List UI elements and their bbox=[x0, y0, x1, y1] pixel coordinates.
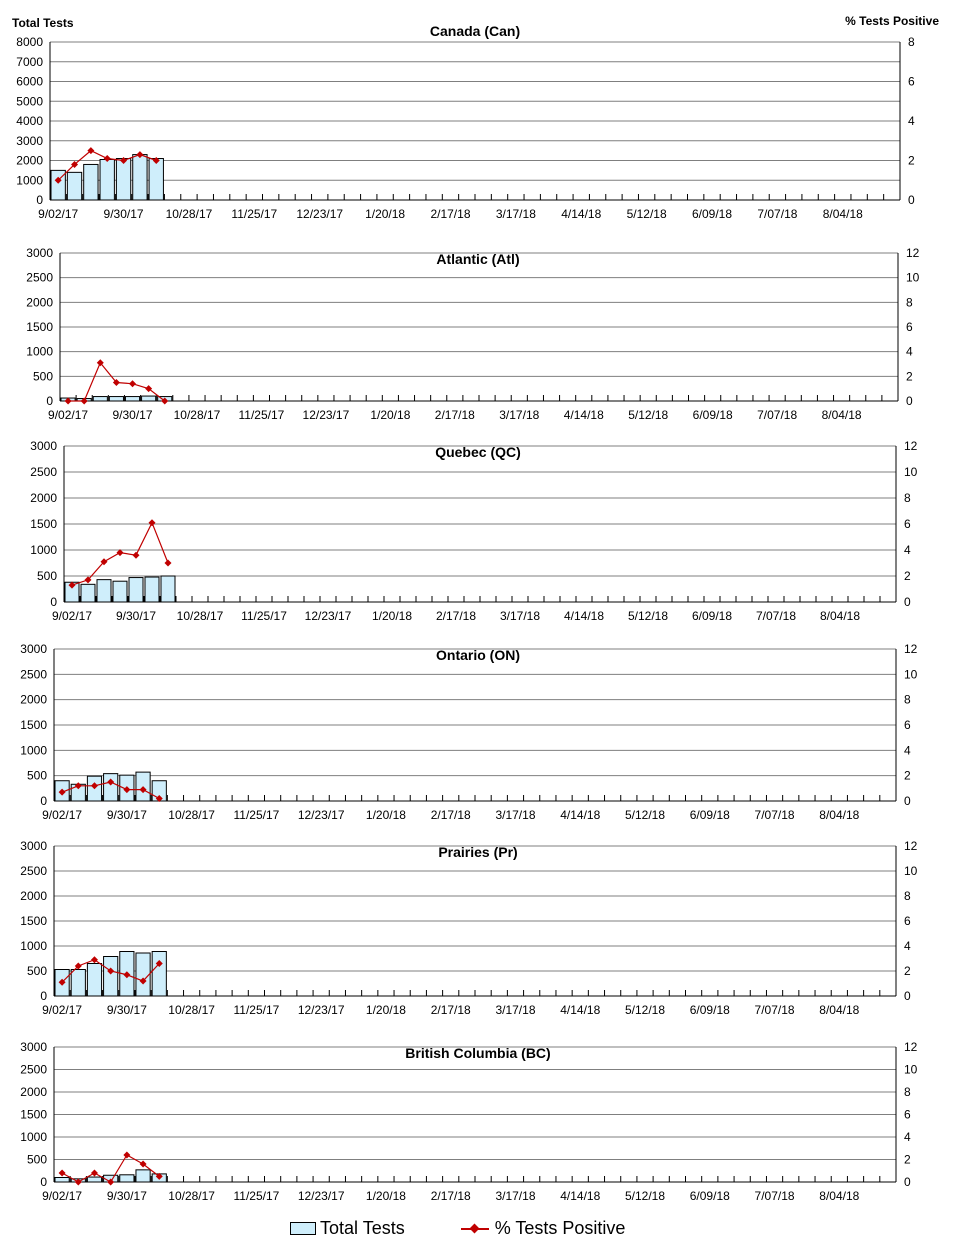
y2-tick-label: 2 bbox=[904, 569, 911, 583]
x-tick-label: 5/12/18 bbox=[624, 808, 666, 822]
y-tick-label: 7000 bbox=[16, 54, 43, 69]
x-tick-label: 4/14/18 bbox=[561, 207, 602, 221]
x-tick-label: 10/28/17 bbox=[168, 1003, 215, 1017]
chart-title: Prairies (Pr) bbox=[438, 844, 518, 860]
y2-tick-label: 8 bbox=[904, 491, 911, 505]
x-tick-label: 3/17/18 bbox=[495, 207, 536, 221]
x-tick-label: 9/02/17 bbox=[48, 408, 89, 422]
x-tick-label: 2/17/18 bbox=[435, 609, 477, 623]
bar bbox=[109, 397, 123, 401]
x-tick-label: 7/07/18 bbox=[754, 1003, 795, 1017]
y-tick-label: 0 bbox=[40, 1175, 47, 1189]
y2-tick-label: 4 bbox=[908, 114, 915, 128]
legend bbox=[290, 1218, 681, 1239]
y2-tick-label: 0 bbox=[904, 794, 911, 808]
x-tick-label: 12/23/17 bbox=[304, 609, 352, 623]
x-tick-label: 1/20/18 bbox=[365, 1003, 406, 1017]
x-tick-label: 7/07/18 bbox=[757, 408, 798, 422]
x-tick-label: 12/23/17 bbox=[297, 1003, 345, 1017]
y-tick-label: 2000 bbox=[26, 295, 53, 310]
y2-tick-label: 12 bbox=[904, 839, 918, 853]
y2-tick-label: 0 bbox=[904, 1175, 911, 1189]
y2-tick-label: 0 bbox=[908, 193, 915, 207]
bar bbox=[84, 164, 98, 200]
x-tick-label: 6/09/18 bbox=[689, 1189, 730, 1203]
bar bbox=[149, 159, 163, 200]
y-tick-label: 1500 bbox=[26, 320, 53, 334]
x-tick-label: 6/09/18 bbox=[689, 1003, 730, 1017]
legend-bar-swatch bbox=[290, 1222, 316, 1235]
x-tick-label: 1/20/18 bbox=[365, 207, 406, 221]
x-tick-label: 3/17/18 bbox=[495, 1003, 536, 1017]
y-tick-label: 500 bbox=[26, 964, 47, 978]
x-tick-label: 8/04/18 bbox=[819, 808, 860, 822]
line-marker bbox=[149, 519, 156, 526]
y2-tick-label: 12 bbox=[904, 439, 918, 453]
y2-tick-label: 8 bbox=[904, 1085, 911, 1099]
x-tick-label: 2/17/18 bbox=[430, 808, 471, 822]
x-tick-label: 11/25/17 bbox=[233, 1003, 280, 1017]
bar bbox=[125, 397, 139, 401]
chart-panel bbox=[20, 642, 917, 822]
y-tick-label: 1000 bbox=[30, 543, 57, 557]
y-tick-label: 4000 bbox=[16, 114, 43, 128]
y2-tick-label: 12 bbox=[904, 1040, 918, 1054]
y-tick-label: 1500 bbox=[30, 517, 57, 531]
line-marker bbox=[133, 552, 140, 559]
y2-tick-label: 10 bbox=[904, 465, 918, 479]
y2-tick-label: 2 bbox=[904, 964, 911, 978]
x-tick-label: 5/12/18 bbox=[626, 207, 667, 221]
x-tick-label: 3/17/18 bbox=[499, 408, 540, 422]
x-tick-label: 7/07/18 bbox=[757, 207, 798, 221]
chart-panel bbox=[16, 23, 915, 221]
x-tick-label: 9/02/17 bbox=[42, 1003, 83, 1017]
x-tick-label: 10/28/17 bbox=[168, 1189, 215, 1203]
x-tick-label: 4/14/18 bbox=[560, 808, 601, 822]
x-tick-label: 1/20/18 bbox=[365, 808, 406, 822]
bar bbox=[87, 1177, 101, 1182]
bar bbox=[152, 952, 166, 997]
chart-panel bbox=[30, 439, 917, 623]
y-tick-label: 500 bbox=[26, 1152, 47, 1167]
x-tick-label: 4/14/18 bbox=[563, 408, 604, 422]
y-tick-label: 1000 bbox=[20, 743, 47, 758]
y2-tick-label: 6 bbox=[904, 1107, 911, 1122]
y-tick-label: 1000 bbox=[16, 173, 43, 188]
y2-tick-label: 4 bbox=[904, 543, 911, 557]
x-tick-label: 12/23/17 bbox=[297, 1189, 345, 1203]
bar bbox=[71, 970, 85, 997]
y-tick-label: 2000 bbox=[20, 889, 47, 903]
x-tick-label: 7/07/18 bbox=[754, 1189, 795, 1203]
y2-tick-label: 2 bbox=[904, 768, 911, 783]
x-tick-label: 9/02/17 bbox=[42, 1189, 83, 1203]
bar bbox=[145, 577, 159, 602]
x-tick-label: 4/14/18 bbox=[560, 1003, 601, 1017]
y-tick-label: 0 bbox=[36, 193, 43, 207]
chart-title: Ontario (ON) bbox=[436, 647, 520, 663]
y-tick-label: 2500 bbox=[30, 465, 57, 479]
y2-tick-label: 6 bbox=[904, 718, 911, 732]
y-tick-label: 3000 bbox=[20, 1040, 47, 1054]
y-tick-label: 500 bbox=[36, 569, 57, 583]
x-tick-label: 8/04/18 bbox=[819, 1003, 860, 1017]
y2-tick-label: 8 bbox=[904, 889, 911, 903]
x-tick-label: 6/09/18 bbox=[691, 609, 733, 623]
x-tick-label: 6/09/18 bbox=[691, 207, 733, 221]
y-tick-label: 500 bbox=[26, 768, 47, 783]
x-tick-label: 11/25/17 bbox=[241, 609, 287, 623]
x-tick-label: 11/25/17 bbox=[238, 408, 285, 422]
x-tick-label: 10/28/17 bbox=[165, 207, 213, 221]
bar bbox=[133, 155, 147, 200]
y2-tick-label: 2 bbox=[906, 369, 913, 384]
x-tick-label: 9/30/17 bbox=[112, 408, 153, 422]
line-marker bbox=[59, 1170, 66, 1177]
y2-tick-label: 6 bbox=[904, 517, 911, 531]
legend-line-swatch bbox=[461, 1223, 489, 1235]
x-tick-label: 2/17/18 bbox=[434, 408, 475, 422]
x-tick-label: 5/12/18 bbox=[624, 1003, 666, 1017]
y-tick-label: 2500 bbox=[26, 270, 53, 285]
legend-label-percent-positive: % Tests Positive bbox=[494, 1218, 626, 1238]
y-tick-label: 2000 bbox=[20, 692, 47, 707]
y-tick-label: 0 bbox=[46, 394, 53, 408]
y-tick-label: 1000 bbox=[20, 1130, 47, 1144]
y-tick-label: 1500 bbox=[20, 914, 47, 928]
bar bbox=[97, 580, 111, 602]
bar bbox=[100, 160, 114, 200]
x-tick-label: 8/04/18 bbox=[819, 609, 861, 623]
y-tick-label: 2000 bbox=[20, 1085, 47, 1099]
y-tick-label: 1500 bbox=[20, 1107, 47, 1122]
y-tick-label: 2500 bbox=[20, 1062, 47, 1077]
y-tick-label: 1000 bbox=[20, 939, 47, 953]
x-tick-label: 1/20/18 bbox=[365, 1189, 406, 1203]
x-tick-label: 5/12/18 bbox=[627, 609, 669, 623]
y-tick-label: 2000 bbox=[16, 153, 43, 168]
x-tick-label: 7/07/18 bbox=[754, 808, 795, 822]
x-tick-label: 5/12/18 bbox=[624, 1189, 666, 1203]
y-tick-label: 3000 bbox=[30, 439, 57, 453]
bar bbox=[136, 1170, 150, 1182]
y2-tick-label: 6 bbox=[904, 914, 911, 928]
x-tick-label: 2/17/18 bbox=[430, 1189, 471, 1203]
x-tick-label: 6/09/18 bbox=[692, 408, 733, 422]
y2-tick-label: 10 bbox=[906, 270, 920, 285]
bar bbox=[104, 774, 118, 801]
x-tick-label: 3/17/18 bbox=[495, 808, 536, 822]
x-tick-label: 9/30/17 bbox=[106, 808, 147, 822]
y-tick-label: 3000 bbox=[20, 839, 47, 853]
bar bbox=[55, 1178, 69, 1183]
y2-tick-label: 12 bbox=[904, 642, 918, 656]
bar bbox=[104, 957, 118, 997]
x-tick-label: 2/17/18 bbox=[430, 207, 471, 221]
y-tick-label: 3000 bbox=[16, 133, 43, 148]
y-tick-label: 5000 bbox=[16, 94, 43, 109]
bar bbox=[81, 584, 95, 602]
y2-tick-label: 4 bbox=[906, 344, 913, 359]
y2-tick-label: 10 bbox=[904, 864, 918, 878]
bar bbox=[120, 1175, 134, 1182]
y-tick-label: 0 bbox=[40, 794, 47, 808]
y2-tick-label: 8 bbox=[908, 35, 915, 49]
y2-tick-label: 0 bbox=[906, 394, 913, 408]
y-tick-label: 2500 bbox=[20, 864, 47, 878]
bar bbox=[116, 159, 130, 200]
bar bbox=[161, 576, 175, 602]
x-tick-label: 12/23/17 bbox=[302, 408, 350, 422]
x-tick-label: 8/04/18 bbox=[822, 207, 863, 221]
line-marker bbox=[91, 956, 98, 963]
y-tick-label: 1500 bbox=[20, 718, 47, 732]
x-tick-label: 2/17/18 bbox=[430, 1003, 471, 1017]
chart-panel bbox=[20, 839, 917, 1017]
x-tick-label: 1/20/18 bbox=[371, 609, 413, 623]
y2-tick-label: 4 bbox=[904, 1130, 911, 1144]
y2-tick-label: 6 bbox=[908, 74, 915, 89]
bar bbox=[136, 953, 150, 996]
bar bbox=[113, 581, 127, 602]
x-tick-label: 11/25/17 bbox=[231, 207, 278, 221]
x-tick-label: 10/28/17 bbox=[173, 408, 221, 422]
x-tick-label: 12/23/17 bbox=[297, 808, 345, 822]
y2-tick-label: 2 bbox=[904, 1152, 911, 1167]
x-tick-label: 1/20/18 bbox=[370, 408, 411, 422]
x-tick-label: 3/17/18 bbox=[499, 609, 541, 623]
x-tick-label: 9/30/17 bbox=[106, 1189, 147, 1203]
x-tick-label: 10/28/17 bbox=[176, 609, 224, 623]
chart-title: Atlantic (Atl) bbox=[436, 251, 520, 267]
chart-panel bbox=[26, 246, 919, 422]
x-tick-label: 9/30/17 bbox=[106, 1003, 147, 1017]
y-tick-label: 8000 bbox=[16, 35, 43, 49]
x-tick-label: 11/25/17 bbox=[233, 808, 280, 822]
y-tick-label: 6000 bbox=[16, 74, 43, 89]
chart-title: British Columbia (BC) bbox=[405, 1045, 551, 1061]
y2-tick-label: 0 bbox=[904, 595, 911, 609]
y2-tick-label: 0 bbox=[904, 989, 911, 1003]
chart-title: Canada (Can) bbox=[429, 23, 521, 39]
x-tick-label: 8/04/18 bbox=[819, 1189, 860, 1203]
x-tick-label: 6/09/18 bbox=[689, 808, 730, 822]
y-tick-label: 0 bbox=[40, 989, 47, 1003]
legend-item-total-tests bbox=[290, 1218, 405, 1239]
bar bbox=[87, 964, 101, 997]
line-marker bbox=[91, 1170, 98, 1177]
y2-tick-label: 2 bbox=[908, 153, 915, 168]
x-tick-label: 11/25/17 bbox=[233, 1189, 280, 1203]
bar bbox=[93, 397, 107, 401]
y2-tick-label: 10 bbox=[904, 1062, 918, 1077]
x-tick-label: 9/30/17 bbox=[103, 207, 144, 221]
chart-title: Quebec (QC) bbox=[435, 444, 521, 460]
line-marker bbox=[129, 380, 136, 387]
x-tick-label: 9/02/17 bbox=[51, 609, 93, 623]
y2-tick-label: 10 bbox=[904, 667, 918, 682]
legend-item-percent-positive bbox=[461, 1218, 626, 1239]
y-tick-label: 2500 bbox=[20, 667, 47, 682]
y2-tick-label: 8 bbox=[906, 295, 913, 310]
y-tick-label: 1000 bbox=[26, 344, 53, 359]
x-tick-label: 9/30/17 bbox=[115, 609, 157, 623]
x-tick-label: 9/02/17 bbox=[38, 207, 79, 221]
chart-panel bbox=[20, 1040, 917, 1203]
line-marker bbox=[123, 1152, 130, 1159]
left-axis-title: Total Tests bbox=[12, 16, 74, 30]
line-marker bbox=[165, 560, 172, 567]
x-tick-label: 7/07/18 bbox=[755, 609, 797, 623]
legend-label-total-tests: Total Tests bbox=[320, 1218, 405, 1238]
x-tick-label: 9/02/17 bbox=[42, 808, 83, 822]
y2-tick-label: 4 bbox=[904, 743, 911, 758]
y-tick-label: 3000 bbox=[26, 246, 53, 260]
y-tick-label: 3000 bbox=[20, 642, 47, 656]
y2-tick-label: 6 bbox=[906, 320, 913, 334]
x-tick-label: 4/14/18 bbox=[560, 1189, 601, 1203]
y-tick-label: 2000 bbox=[30, 491, 57, 505]
x-tick-label: 8/04/18 bbox=[821, 408, 862, 422]
y-tick-label: 0 bbox=[50, 595, 57, 609]
x-tick-label: 4/14/18 bbox=[563, 609, 605, 623]
bar bbox=[67, 172, 81, 200]
y2-tick-label: 12 bbox=[906, 246, 920, 260]
y2-tick-label: 4 bbox=[904, 939, 911, 953]
bar bbox=[142, 396, 156, 401]
x-tick-label: 5/12/18 bbox=[628, 408, 669, 422]
x-tick-label: 12/23/17 bbox=[296, 207, 344, 221]
y-tick-label: 500 bbox=[32, 369, 53, 384]
x-tick-label: 3/17/18 bbox=[495, 1189, 536, 1203]
x-tick-label: 10/28/17 bbox=[168, 808, 215, 822]
y2-tick-label: 8 bbox=[904, 692, 911, 707]
bar bbox=[129, 578, 143, 602]
right-axis-title: % Tests Positive bbox=[845, 14, 939, 28]
